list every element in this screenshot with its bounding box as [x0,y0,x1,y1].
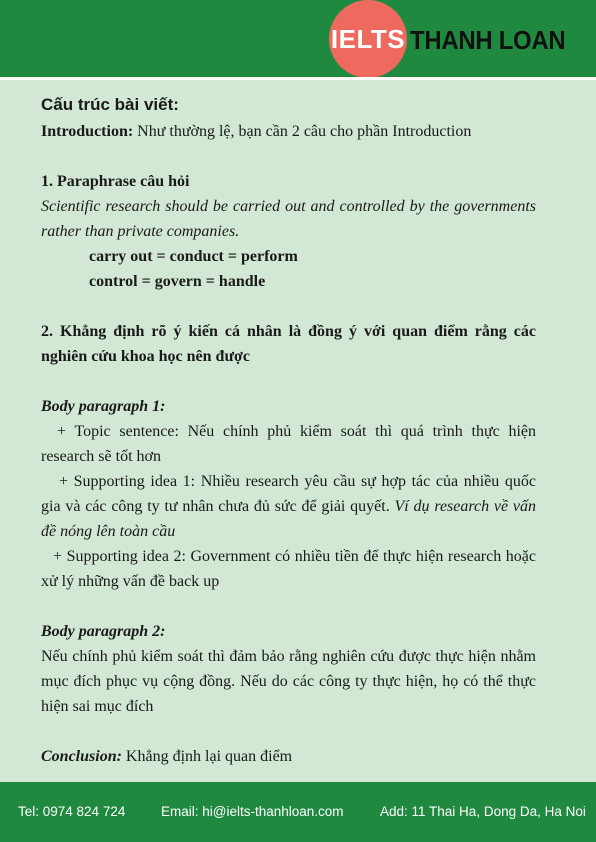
synonym-line-2: control = govern = handle [89,273,266,290]
conclusion-label: Conclusion: [41,748,122,765]
body1-support1 [41,469,536,544]
body2-text: Nếu chính phủ kiểm soát thì đảm bảo rằng nghiên cứu được thực hiện nhằm mục đích phục vụ cộng đồng. Nếu do các công ty thực hiện, họ có thể thực hiện sai mục đích [41,648,536,715]
intro-text: Như thường lệ, bạn cần 2 câu cho phần Introduction [133,123,472,140]
body1-support1-example: Ví dụ research về vấn đề nóng lên toàn cầu [41,498,536,540]
logo-circle [329,0,407,78]
body1-support1-text: + Supporting idea 1: Nhiều research yêu cầu sự hợp tác của nhiều quốc gia và các công ty tư nhân chưa đủ sức để giải quyết. [41,473,536,515]
step2-title: 2. Khẳng định rõ ý kiến cá nhân là đồng ý với quan điểm rằng các nghiên cứu khoa học nên được [41,323,536,365]
conclusion-line [41,744,536,769]
body2-title: Body paragraph 2: [41,623,166,640]
body1-support2: + Supporting idea 2: Government có nhiều tiền để thực hiện research hoặc xử lý những vấn đề back up [41,548,536,590]
footer-tel: Tel: 0974 824 724 [18,804,126,819]
header-bar [0,0,596,80]
step1-sentence: Scientific research should be carried out and controlled by the governments rather than private companies. [41,198,536,240]
brand-name: THANH LOAN [410,25,566,55]
body1-title: Body paragraph 1: [41,398,166,415]
footer-bar [0,782,596,842]
synonym-line-1: carry out = conduct = perform [89,248,298,265]
footer-email: Email: hi@ielts-thanhloan.com [161,804,344,819]
conclusion-text: Khẳng định lại quan điểm [121,748,293,765]
intro-line [41,119,536,144]
body1-topic: + Topic sentence: Nếu chính phủ kiểm soát thì quá trình thực hiện research sẽ tốt hơn [41,423,536,465]
doc-title: Cấu trúc bài viết: [41,95,179,114]
intro-label: Introduction: [41,123,134,140]
step1-title: 1. Paraphrase câu hỏi [41,173,190,190]
footer-address: Add: 11 Thai Ha, Dong Da, Ha Noi [380,804,586,819]
logo-text: IELTS [330,23,406,54]
document-body [41,92,536,769]
